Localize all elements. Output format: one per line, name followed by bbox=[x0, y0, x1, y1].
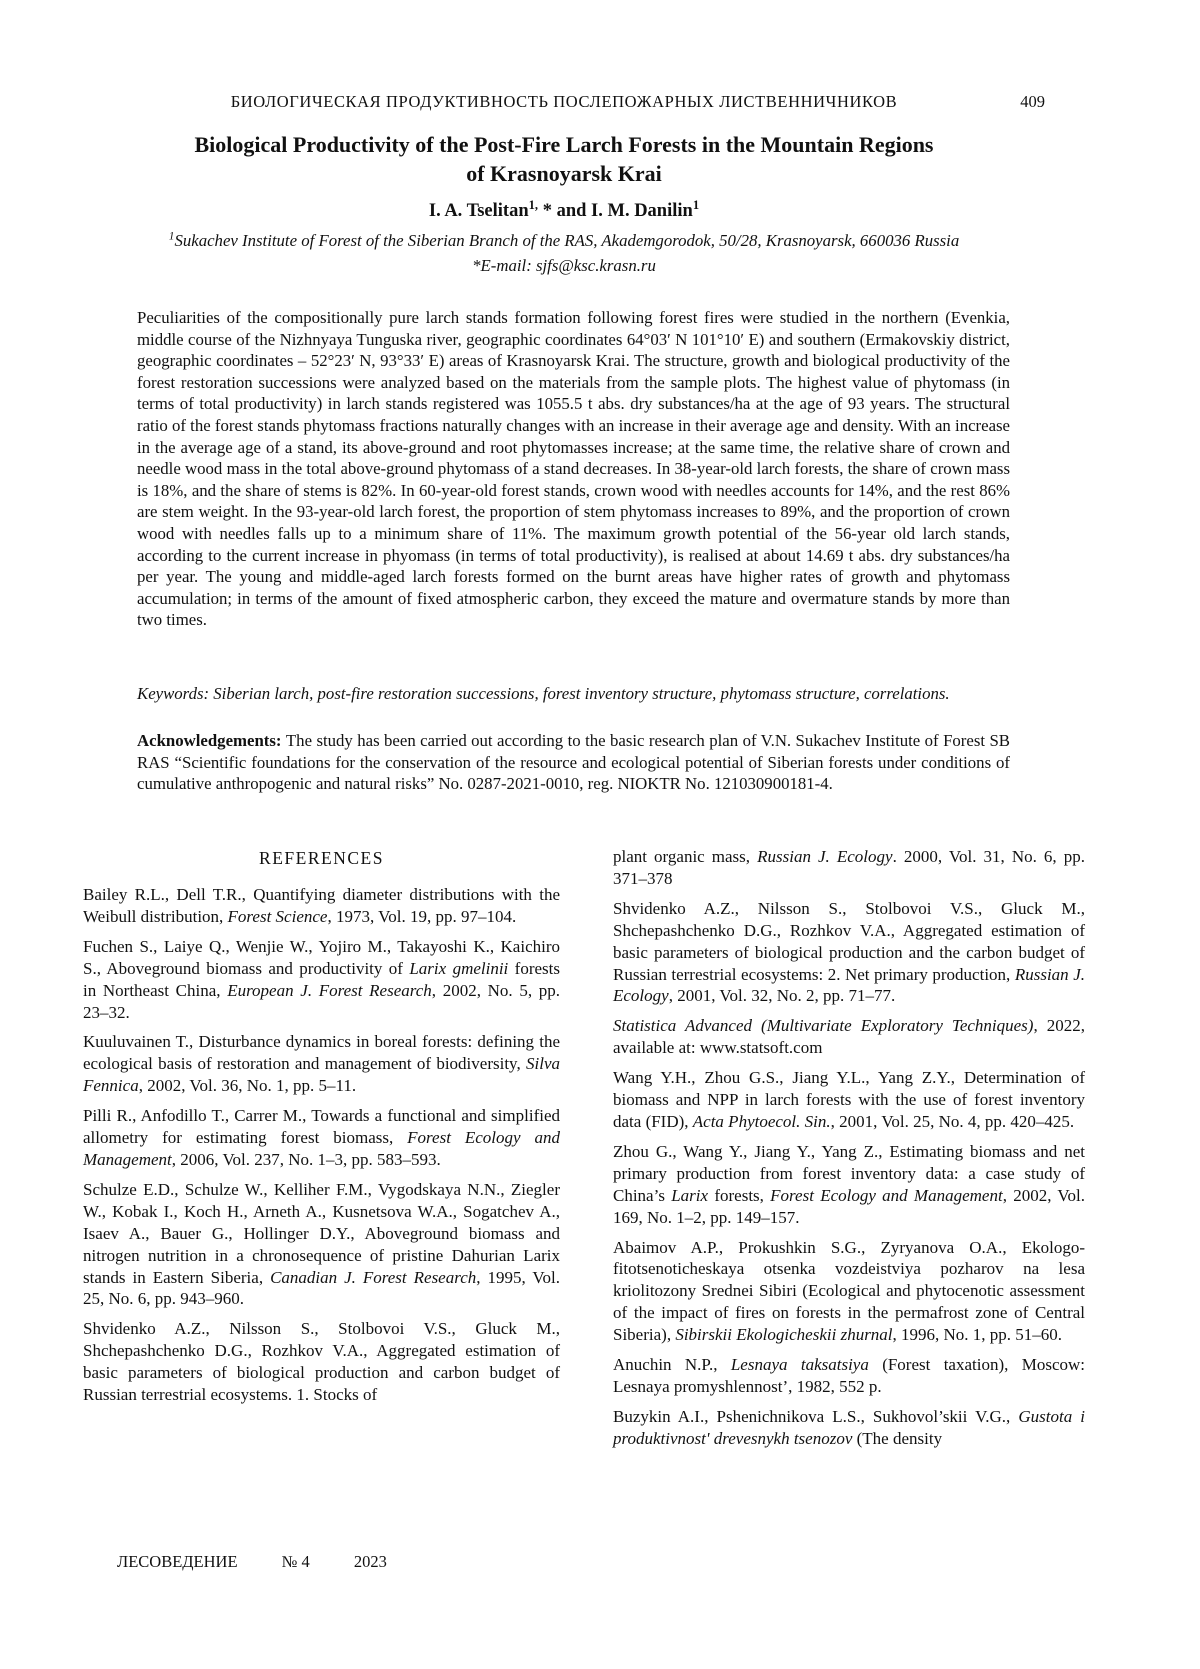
reference-entry: Anuchin N.P., Lesnaya taksatsiya (Forest taxation), Moscow: Lesnaya promyshlennost’, 1982, 552 p. bbox=[613, 1355, 1085, 1396]
reference-entry: Schulze E.D., Schulze W., Kelliher F.M., Vygodskaya N.N., Ziegler W., Kobak I., Koch H., Arneth A., Kusnetsova W.A., Sogatchev A., Isaev A., Bauer G., Hollinger D.Y., Aboveground biomass and nitrogen nutrition in a chronosequence of pristine Dahurian Larix stands in Eastern Siberia, Canadian J. Forest Research, 1995, Vol. 25, No. 6, pp. 943–960. bbox=[83, 1179, 560, 1309]
page-number: 409 bbox=[1020, 92, 1045, 111]
references-heading: REFERENCES bbox=[259, 848, 384, 868]
acknowledgements-paragraph: Acknowledgements: The study has been carried out according to the basic research plan of V.N. Sukachev Institute of Forest SB RAS “Scientific foundations for the conservation of the resource and ecological potential of Siberian forests under conditions of cumulative anthropogenic and natural risks” No. 0287-2021-0010, reg. NIOKTR No. 121030900181-4. bbox=[137, 731, 1010, 794]
reference-entry: plant organic mass, Russian J. Ecology. 2000, Vol. 31, No. 6, pp. 371–378 bbox=[613, 847, 1085, 888]
footer-journal-name: ЛЕСОВЕДЕНИЕ bbox=[117, 1552, 238, 1571]
authors-line: I. A. Tselitan$^{1,}$ * and I. M. Danilin$^1$ bbox=[428, 197, 700, 221]
footer-year: 2023 bbox=[353, 1552, 387, 1571]
running-head bbox=[83, 92, 1045, 112]
references-column-right bbox=[613, 846, 1085, 1458]
reference-entry: Shvidenko A.Z., Nilsson S., Stolbovoi V.S., Gluck M., Shchepashchenko D.G., Rozhkov V.A., Aggregated estimation of basic parameters of biological production and the carbon budget of Russian terrestrial ecosystems: 2. Net primary production, Russian J. Ecology, 2001, Vol. 32, No. 2, pp. 71–77. bbox=[613, 898, 1085, 1006]
reference-entry: Kuuluvainen T., Disturbance dynamics in boreal forests: defining the ecological basis of restoration and management of biodiversity, Silva Fennica, 2002, Vol. 36, No. 1, pp. 5–11. bbox=[83, 1032, 560, 1096]
article-title bbox=[83, 130, 1045, 188]
affiliation-line: $^1$Sukachev Institute of Forest of the Siberian Branch of the RAS, Akademgorodok, 50/28, Krasnoyarsk, 660036 Russia bbox=[168, 230, 960, 250]
reference-entry: Statistica Advanced (Multivariate Exploratory Techniques), 2022, available at: www.statsoft.com bbox=[613, 1016, 1086, 1058]
footer-line bbox=[117, 1552, 387, 1572]
reference-entry: Wang Y.H., Zhou G.S., Jiang Y.L., Yang Z.Y., Determination of biomass and NPP in larch forests with the use of forest inventory data (FID), Acta Phytoecol. Sin., 2001, Vol. 25, No. 4, pp. 420–425. bbox=[613, 1068, 1085, 1131]
references-column-left bbox=[83, 884, 560, 1414]
email-line: *E-mail: sjfs@ksc.krasn.ru bbox=[472, 256, 656, 275]
running-head-title: БИОЛОГИЧЕСКАЯ ПРОДУКТИВНОСТЬ ПОСЛЕПОЖАРНЫХ ЛИСТВЕННИЧНИКОВ bbox=[230, 92, 898, 111]
keywords-paragraph: Keywords: Siberian larch, post-fire restoration successions, forest inventory structure, phytomass structure, correlations. bbox=[137, 684, 950, 703]
reference-entry: Pilli R., Anfodillo T., Carrer M., Towards a functional and simplified allometry for estimating forest biomass, Forest Ecology and Management, 2006, Vol. 237, No. 1–3, pp. 583–593. bbox=[83, 1106, 561, 1169]
reference-entry: Bailey R.L., Dell T.R., Quantifying diameter distributions with the Weibull distribution, Forest Science, 1973, Vol. 19, pp. 97–104. bbox=[83, 885, 560, 926]
footer-issue-number: № 4 bbox=[281, 1552, 310, 1571]
reference-entry: Zhou G., Wang Y., Jiang Y., Yang Z., Estimating biomass and net primary production from forest inventory data: a case study of China’s Larix forests, Forest Ecology and Management, 2002, Vol. 169, No. 1–2, pp. 149–157. bbox=[613, 1141, 1085, 1227]
reference-entry: Abaimov A.P., Prokushkin S.G., Zyryanova O.A., Ekologo-fitotsenoticheskaya otsenka vozdeistviya pozharov na lesa kriolitozony Srednei Sibiri (Ecological and phytocenotic assessment of the impact of fires on forests in the permafrost zone of Central Siberia), Sibirskii Ekologicheskii zhurnal, 1996, No. 1, pp. 51–60. bbox=[613, 1237, 1085, 1345]
reference-entry: Shvidenko A.Z., Nilsson S., Stolbovoi V.S., Gluck M., Shchepashchenko D.G., Rozhkov V.A., Aggregated estimation of basic parameters of biological production and carbon budget of Russian terrestrial ecosystems. 1. Stocks of bbox=[83, 1319, 560, 1405]
article-title-line1: Biological Productivity of the Post-Fire Larch Forests in the Mountain Regions bbox=[194, 132, 934, 157]
reference-entry: Fuchen S., Laiye Q., Wenjie W., Yojiro M., Takayoshi K., Kaichiro S., Aboveground biomass and productivity of Larix gmelinii forests in Northeast China, European J. Forest Research, 2002, No. 5, pp. 23–32. bbox=[83, 936, 561, 1022]
reference-entry: Buzykin A.I., Pshenichnikova L.S., Sukhovol’skii V.G., Gustota i produktivnost' drevesnykh tsenozov (The density bbox=[613, 1406, 1086, 1448]
article-title-line2: of Krasnoyarsk Krai bbox=[466, 161, 662, 186]
abstract-paragraph: Peculiarities of the compositionally pure larch stands formation following forest fires were studied in the northern (Evenkia, middle course of the Nizhnyaya Tunguska river, geographic coordinates 64°03′ N 101°10′ E) and southern (Ermakovskiy district, geographic coordinates – 52°23′ N, 93°33′ E) areas of Krasnoyarsk Krai. The structure, growth and biological productivity of the forest restoration successions were analyzed based on the materials from the sample plots. The highest value of phytomass (in terms of total productivity) in larch stands registered was 1055.5 t abs. dry substances/ha at the age of 93 years. The structural ratio of the forest stands phytomass fractions naturally changes with an increase in their average age and density. With an increase in the average age of a stand, its above-ground and root phytomasses increase; at the same time, the relative share of crown and needle wood mass in the total above-ground phytomass of a stand decreases. In 38-year-old larch forests, the share of crown mass is 18%, and the share of stems is 82%. In 60-year-old forest stands, crown wood with needles accounts for 14%, and the rest 86% are stem weight. In the 93-year-old larch forest, the proportion of stem phytomass increases to 89%, and the proportion of crown wood with needles falls up to a minimum share of 11%. The maximum growth potential of the 56-year old larch stands, according to the current increase in phyomass (in terms of total productivity), is realised at about 14.69 t abs. dry substances/ha per year. The young and middle-aged larch forests formed on the burnt areas have higher rates of growth and phytomass accumulation; in terms of the amount of fixed atmospheric carbon, they exceed the mature and overmature stands by more than two times. bbox=[137, 308, 1010, 630]
